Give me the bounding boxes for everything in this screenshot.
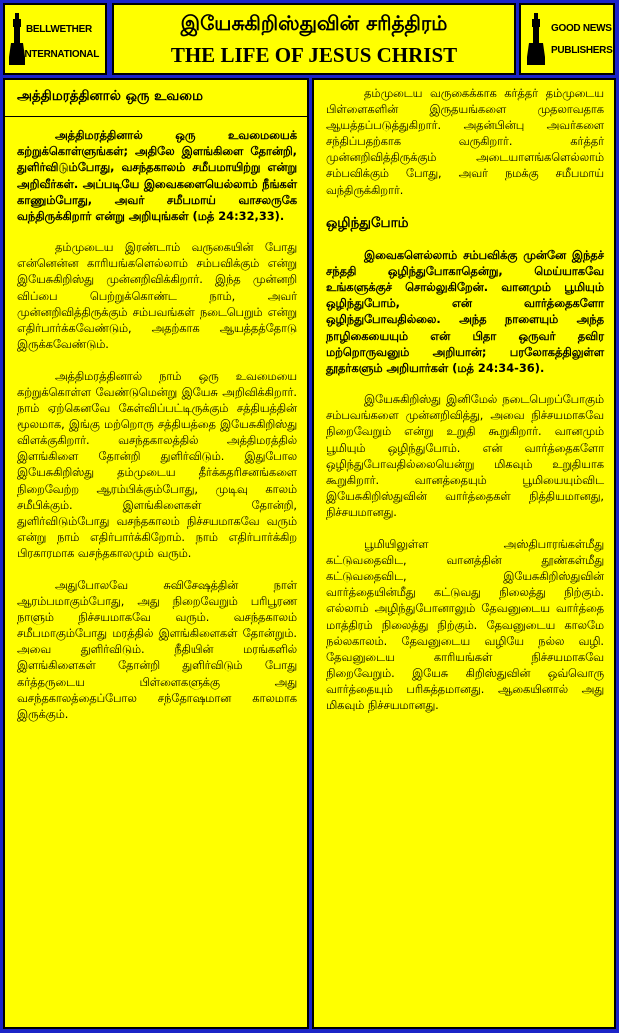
title-box (112, 3, 516, 75)
logo-line2: INTERNATIONAL (22, 49, 100, 60)
scripture-quote: அத்திமரத்தினால் ஒரு உவமையைக் கற்றுக்கொள்ளுங்கள்; அதிலே இளங்கிளை தோன்றி, துளிர்விடும்போது, வசந்தகாலம் சமீபமாயிற்று என்று அறிவீர்கள். அப்படியே இவைகளையெல்லாம் நீங்கள் காணும்போது, அவர் சமீபமாய் வாசலருகே வந்திருக்கிறார் என்று அறியுங்கள் (மத் 24:32,33). (17, 128, 297, 224)
body-paragraph: அத்திமரத்தினால் நாம் ஒரு உவமையை கற்றுக்கொள்ள வேண்டுமென்று இயேசு அறிவிக்கிறார். நாம் ஏற்கெனவே கேள்விப்பட்டிருக்கும் சத்தியத்தின் மூலமாக, இங்கு மற்றொரு சத்தியத்தை இயேசுகிறிஸ்து விளக்குகிறார். வசந்தகாலத்தில் அத்திமரத்தில் இளங்கிளை தோன்றி துளிர்விடும். இதுபோல இயேசுகிறிஸ்து தம்முடைய தீர்க்கதரிசனங்களை நிறைவேற்ற ஆரம்பிக்கும்போது, முடிவு காலம் சமீபிக்கும். இளங்கிளைகள் தோன்றி, துளிர்விடும்போது வசந்தகாலம் நிச்சயமாகவே வரும் என்று நாம் எதிர்பார்க்கிறோம். நாம் எதிர்பார்க்கிற பிரகாரமாக வசந்தகாலமும் வரும். (17, 369, 297, 560)
title-english: THE LIFE OF JESUS CHRIST (170, 43, 458, 67)
bellwether-logo (3, 3, 107, 75)
right-column (312, 78, 616, 1029)
body-paragraph: தம்முடைய வருகைக்காக கர்த்தர் தம்முடைய பிள்ளைகளின் இருதயங்களை முதலாவதாக ஆயத்தப்படுத்துகிறார். அதன்பின்பு அவர்களை சந்திப்பதற்காக வருகிறார். கர்த்தர் முன்னறிவித்திருக்கும் அடையாளங்களெல்லாம் சம்பவிக்கும் போது, அவர் நமக்கு சமீபமாய் வந்திருக்கிறார். (326, 87, 604, 197)
body-paragraph: இயேசுகிறிஸ்து இனிமேல் நடைபெறப்போகும் சம்பவங்களை முன்னறிவித்து, அவை நிச்சயமாகவே நிறைவேறும் என்று உறுதி கூறுகிறார். வானமும் பூமியும் ஒழிந்துபோம். என் வார்த்தைகளோ ஒழிந்துபோவதில்லையென்று மிகவும் உறுதியாக கூறுகிறார். வானத்தையும் பூமியையும்விட இயேசுகிறிஸ்துவின் வார்த்தைகள் நித்தியமானது, நிச்சயமானது. (326, 393, 604, 519)
header-banner (2, 2, 615, 75)
body-paragraph: தம்முடைய இரண்டாம் வருகையின் போது என்னென்ன காரியங்களெல்லாம் சம்பவிக்கும் என்று இயேசுகிறிஸ்து முன்னறிவிக்கிறார். இந்த முன்னறி விப்பை பெற்றுக்கொண்ட நாம், அவர் முன்னறிவித்திருக்கும் சம்பவங்கள் நடைபெறும் என்று எதிர்பார்க்கவேண்டும், அதற்காக ஆயத்தத்தோடு இருக்கவேண்டும். (17, 241, 297, 351)
logo-line2: PUBLISHERS (551, 45, 613, 56)
heading-divider (5, 116, 307, 117)
body-paragraph: பூமியிலுள்ள அஸ்திபாரங்கள்மீது கட்டுவதைவிட, வானத்தின் தூண்கள்மீது கட்டுவதைவிட, இயேசுகிறிஸ்துவின் வார்த்தையின்மீது கட்டுவது நிலைத்து நிற்கும். எல்லாம் அழிந்துபோனாலும் தேவனுடைய வார்த்தை மாத்திரம் நிலைத்து நிற்கும். தேவனுடைய காலமே நல்லகாலம். தேவனுடைய வழியே நல்ல வழி. தேவனுடைய காரியங்கள் நிச்சயமாகவே நிறைவேறும். இயேசு கிறிஸ்துவின் ஒவ்வொரு வார்த்தையும் பரிசுத்தமானது. ஆகையினால் அது மிகவும் நிச்சயமானது. (326, 538, 604, 712)
logo-line1: GOOD NEWS (551, 23, 612, 34)
left-column (3, 78, 309, 1029)
title-tamil: இயேசுகிறிஸ்துவின் சரித்திரம் (180, 11, 448, 35)
good-news-logo (519, 3, 615, 75)
body-paragraph: அதுபோலவே சுவிசேஷத்தின் நாள் ஆரம்பமாகும்போது, அது நிறைவேறும் பரிபூரண நாளும் நிச்சயமாகவே வரும். வசந்தகாலம் சமீபமாகும்போது மரத்தில் இளங்கிளைகள் தோன்றும். அவை துளிர்விடும். நீதியின் மரங்களில் இளங்கிளைகள் தோன்றி துளிர்விடும் போது கர்த்தருடைய பிள்ளைகளுக்கு அது வசந்தகாலத்தைப்போல சந்தோஷமான காலமாக இருக்கும். (17, 579, 297, 721)
section-heading: ஒழிந்துபோம் (326, 214, 409, 231)
scripture-quote: இவைகளெல்லாம் சம்பவிக்கு முன்னே இந்தச் சந்ததி ஒழிந்துபோகாதென்று, மெய்யாகவே உங்களுக்குச் சொல்லுகிறேன். வானமும் பூமியும் ஒழிந்துபோம், என் வார்த்தைகளோ ஒழிந்துபோவதில்லை. அந்த நாளையும் அந்த நாழிகையையும் என் பிதா ஒருவர் தவிர மற்றொருவனும் அறியான்; பரலோகத்திலுள்ள தூதர்களும் அறியார்கள் (மத் 24:34-36). (326, 247, 604, 376)
logo-line1: BELLWETHER (26, 24, 92, 35)
section-heading: அத்திமரத்தினால் ஒரு உவமை (17, 88, 203, 104)
tower-icon (527, 13, 545, 65)
